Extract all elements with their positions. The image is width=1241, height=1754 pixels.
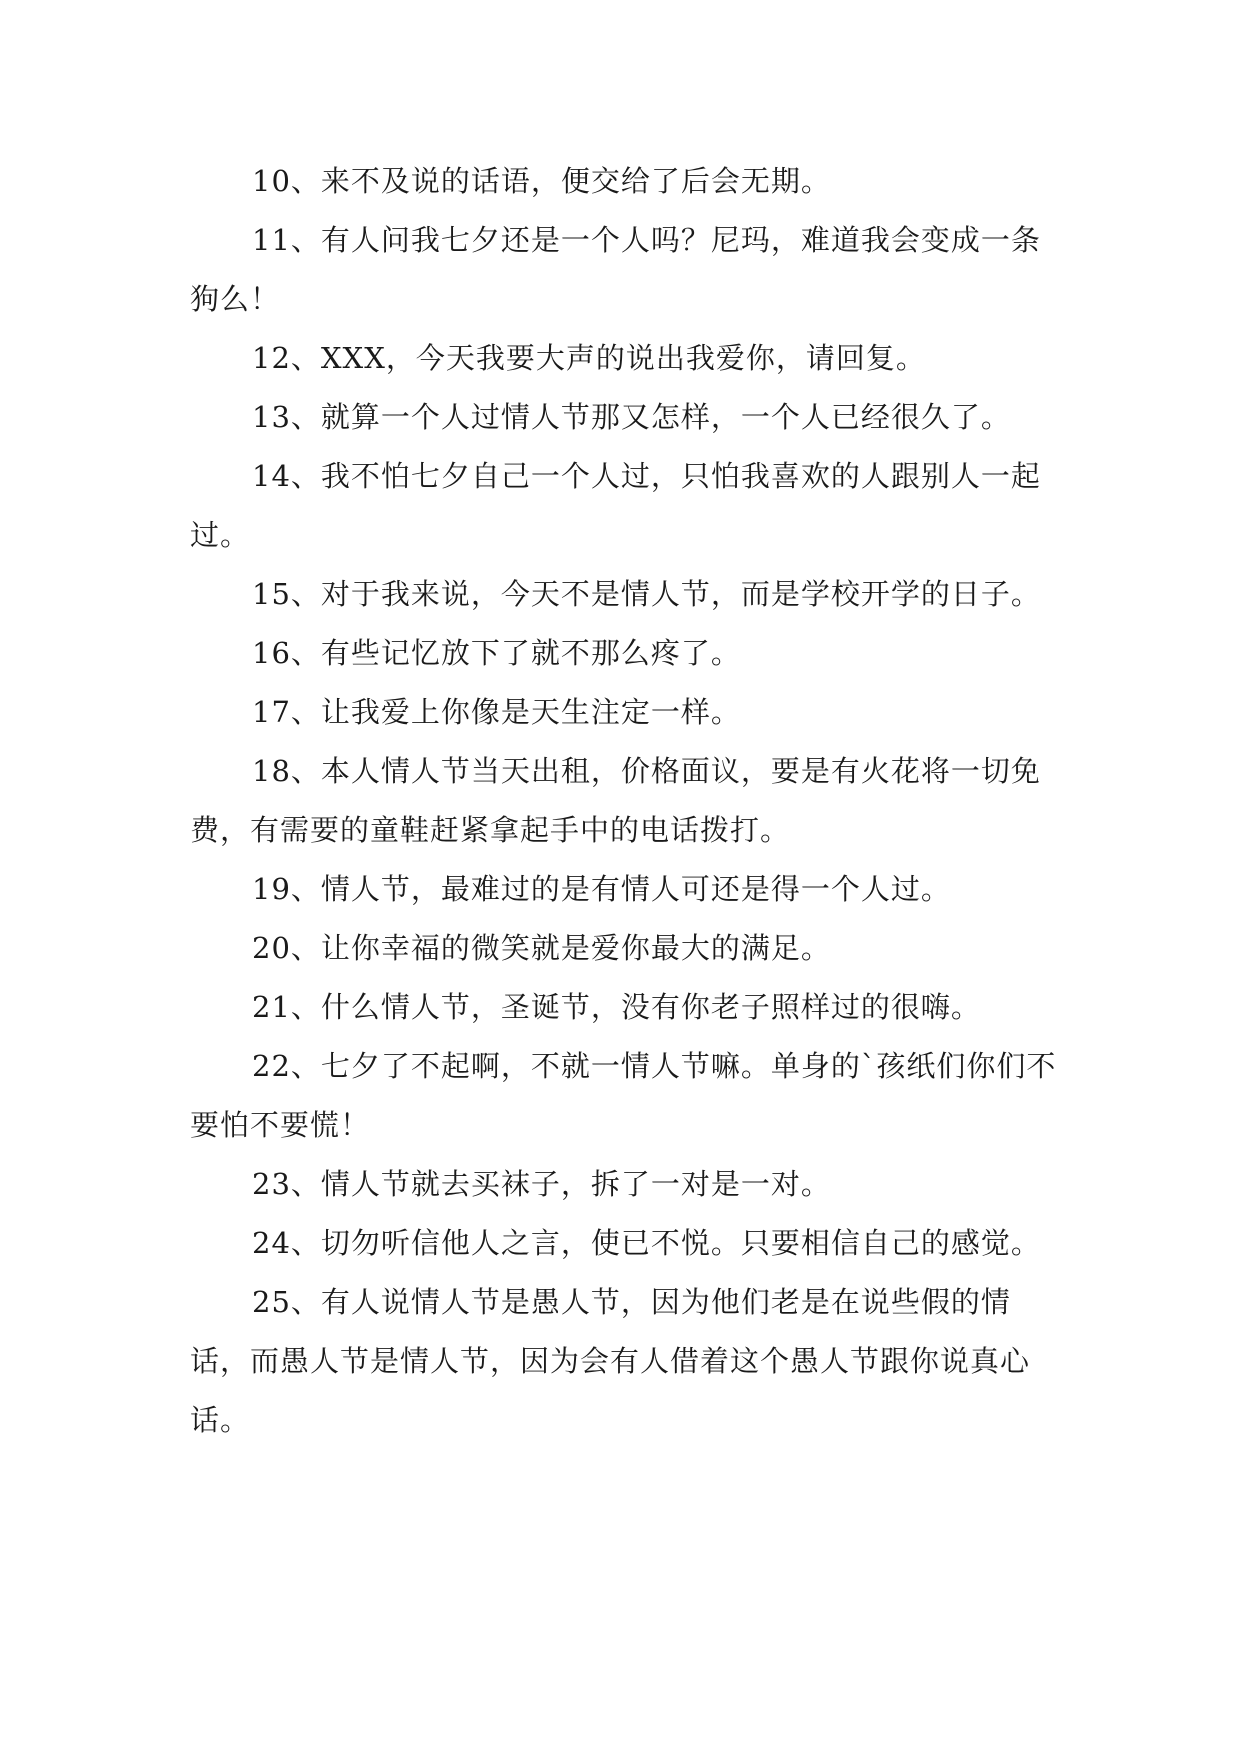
paragraph-22: 22、七夕了不起啊，不就一情人节嘛。单身的`孩纸们你们不要怕不要慌！ <box>190 1049 1057 1142</box>
paragraph-10: 10、来不及说的话语，便交给了后会无期。 <box>252 164 831 198</box>
paragraph-25: 25、有人说情人节是愚人节，因为他们老是在说些假的情话，而愚人节是情人节，因为会有人借着这个愚人节跟你说真心话。 <box>190 1285 1031 1437</box>
document-body <box>190 152 1065 1450</box>
paragraph-16: 16、有些记忆放下了就不那么疼了。 <box>252 636 741 670</box>
paragraph-15: 15、对于我来说，今天不是情人节，而是学校开学的日子。 <box>252 577 1041 611</box>
paragraph-13: 13、就算一个人过情人节那又怎样，一个人已经很久了。 <box>252 400 1011 434</box>
paragraph-12: 12、XXX，今天我要大声的说出我爱你，请回复。 <box>252 341 926 375</box>
paragraph-14: 14、我不怕七夕自己一个人过，只怕我喜欢的人跟别人一起过。 <box>190 459 1041 552</box>
paragraph-17: 17、让我爱上你像是天生注定一样。 <box>252 695 741 729</box>
paragraph-18: 18、本人情人节当天出租，价格面议，要是有火花将一切免费，有需要的童鞋赶紧拿起手中的电话拨打。 <box>190 754 1041 847</box>
paragraph-23: 23、情人节就去买袜子，拆了一对是一对。 <box>252 1167 831 1201</box>
paragraph-11: 11、有人问我七夕还是一个人吗？尼玛，难道我会变成一条狗么！ <box>190 223 1041 316</box>
paragraph-19: 19、情人节，最难过的是有情人可还是得一个人过。 <box>252 872 951 906</box>
paragraph-21: 21、什么情人节，圣诞节，没有你老子照样过的很嗨。 <box>252 990 981 1024</box>
paragraph-20: 20、让你幸福的微笑就是爱你最大的满足。 <box>252 931 831 965</box>
paragraph-24: 24、切勿听信他人之言，使已不悦。只要相信自己的感觉。 <box>252 1226 1041 1260</box>
